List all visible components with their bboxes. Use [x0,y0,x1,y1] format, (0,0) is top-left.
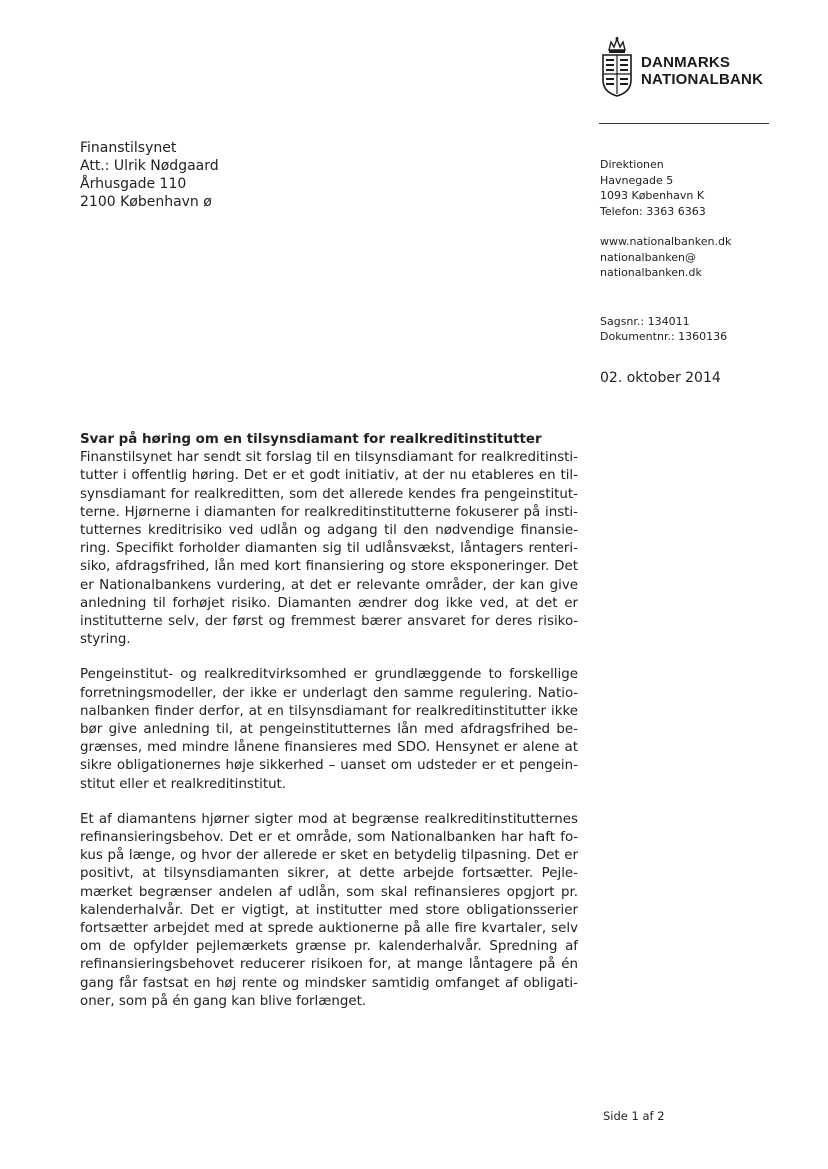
recipient-line-2: Att.: Ulrik Nødgaard [80,158,219,174]
paragraph-2: Pengeinstitut- og realkreditvirksomhed er grundlæggende to forskellige forretningsmodeller, der ikke er underlagt den samme regulering. Nationalbanken finder derfor, at en tilsynsdiamant for realkreditinstitutter ikke bør give anledning til, at pengeinstitutternes lån med afdragsfrihed begrænses, med mindre lånene finansieres med SDO. Hensynet er alene at sikre obligationernes høje sikkerhed – uanset om udsteder er et pengeinstitut eller et realkreditinstitut. [80,667,578,792]
sender-email-link-1[interactable]: nationalbanken@ [600,250,696,264]
recipient-address [80,139,219,211]
royal-crest-icon [599,36,635,98]
page-number: Side 1 af 2 [603,1109,665,1123]
recipient-line-3: Århusgade 110 [80,176,187,192]
sender-web-link[interactable]: www.nationalbanken.dk [600,235,732,248]
paragraph-1: Finanstilsynet har sendt sit forslag til en tilsynsdiamant for realkreditinstitutter i offentlig høring. Det er et godt initiativ, at der nu etableres en tilsynsdiamant for realkreditten, som det allerede kendes fra pengeinstitutterne. Hjørnerne i diamanten for realkreditinstitutterne fokuserer på institutternes kreditrisiko ved udlån og adgang til den nødvendige finansiering. Specifikt forholder diamanten sig til udlånsvækst, låntagers renterisiko, afdragsfrihed, lån med kort finansiering og store eksponeringer. Det er Nationalbankens vurdering, at det er relevante områder, der kan give anledning til forhøjet risiko. Diamanten ændrer dog ikke ved, at det er institutterne selv, der først og fremmest bærer ansvaret for deres risikostyring. [80,450,578,648]
case-number: Sagsnr.: 134011 [600,314,690,328]
document-number: Dokumentnr.: 1360136 [600,330,728,343]
letter-date: 02. oktober 2014 [600,370,721,386]
sender-phone: Telefon: 3363 6363 [600,204,706,218]
logo-line-1: DANMARKS [641,54,731,71]
sender-city: 1093 København K [600,189,705,202]
sender-email-link-2[interactable]: nationalbanken.dk [600,266,702,279]
logo-wordmark [641,54,763,88]
logo [599,36,774,100]
sender-info [600,157,731,345]
header-divider [599,123,769,124]
recipient-line-1: Finanstilsynet [80,140,177,156]
sender-street: Havnegade 5 [600,173,674,187]
recipient-line-4: 2100 København ø [80,194,212,210]
logo-line-2: NATIONALBANK [641,71,764,88]
paragraph-3: Et af diamantens hjørner sigter mod at begrænse realkreditinstitutternes refinansieringsbehov. Det er et område, som Nationalbanken har haft fokus på længe, og hvor der allerede er sket en betydelig tilpasning. Det er positivt, at tilsynsdiamanten sikrer, at dette arbejde fortsætter. Pejlemærket begrænser andelen af udlån, som skal refinansieres opgjort pr. kalenderhalvår. Det er vigtigt, at institutter med store obligationsserier fortsætter arbejdet med at sprede auktionerne på alle fire kvartaler, selv om de opfylder pejlemærkets grænse pr. kalenderhalvår. Spredning af refinansieringsbehovet reducerer risikoen for, at mange låntagere på én gang får fastsat en høj rente og mindsker samtidig omfanget af obligationer, som på én gang kan blive forlænget. [80,811,578,1009]
letter-body [80,431,578,1011]
letter-subject: Svar på høring om en tilsynsdiamant for realkreditinstitutter [80,432,542,447]
sender-department: Direktionen [600,158,664,171]
